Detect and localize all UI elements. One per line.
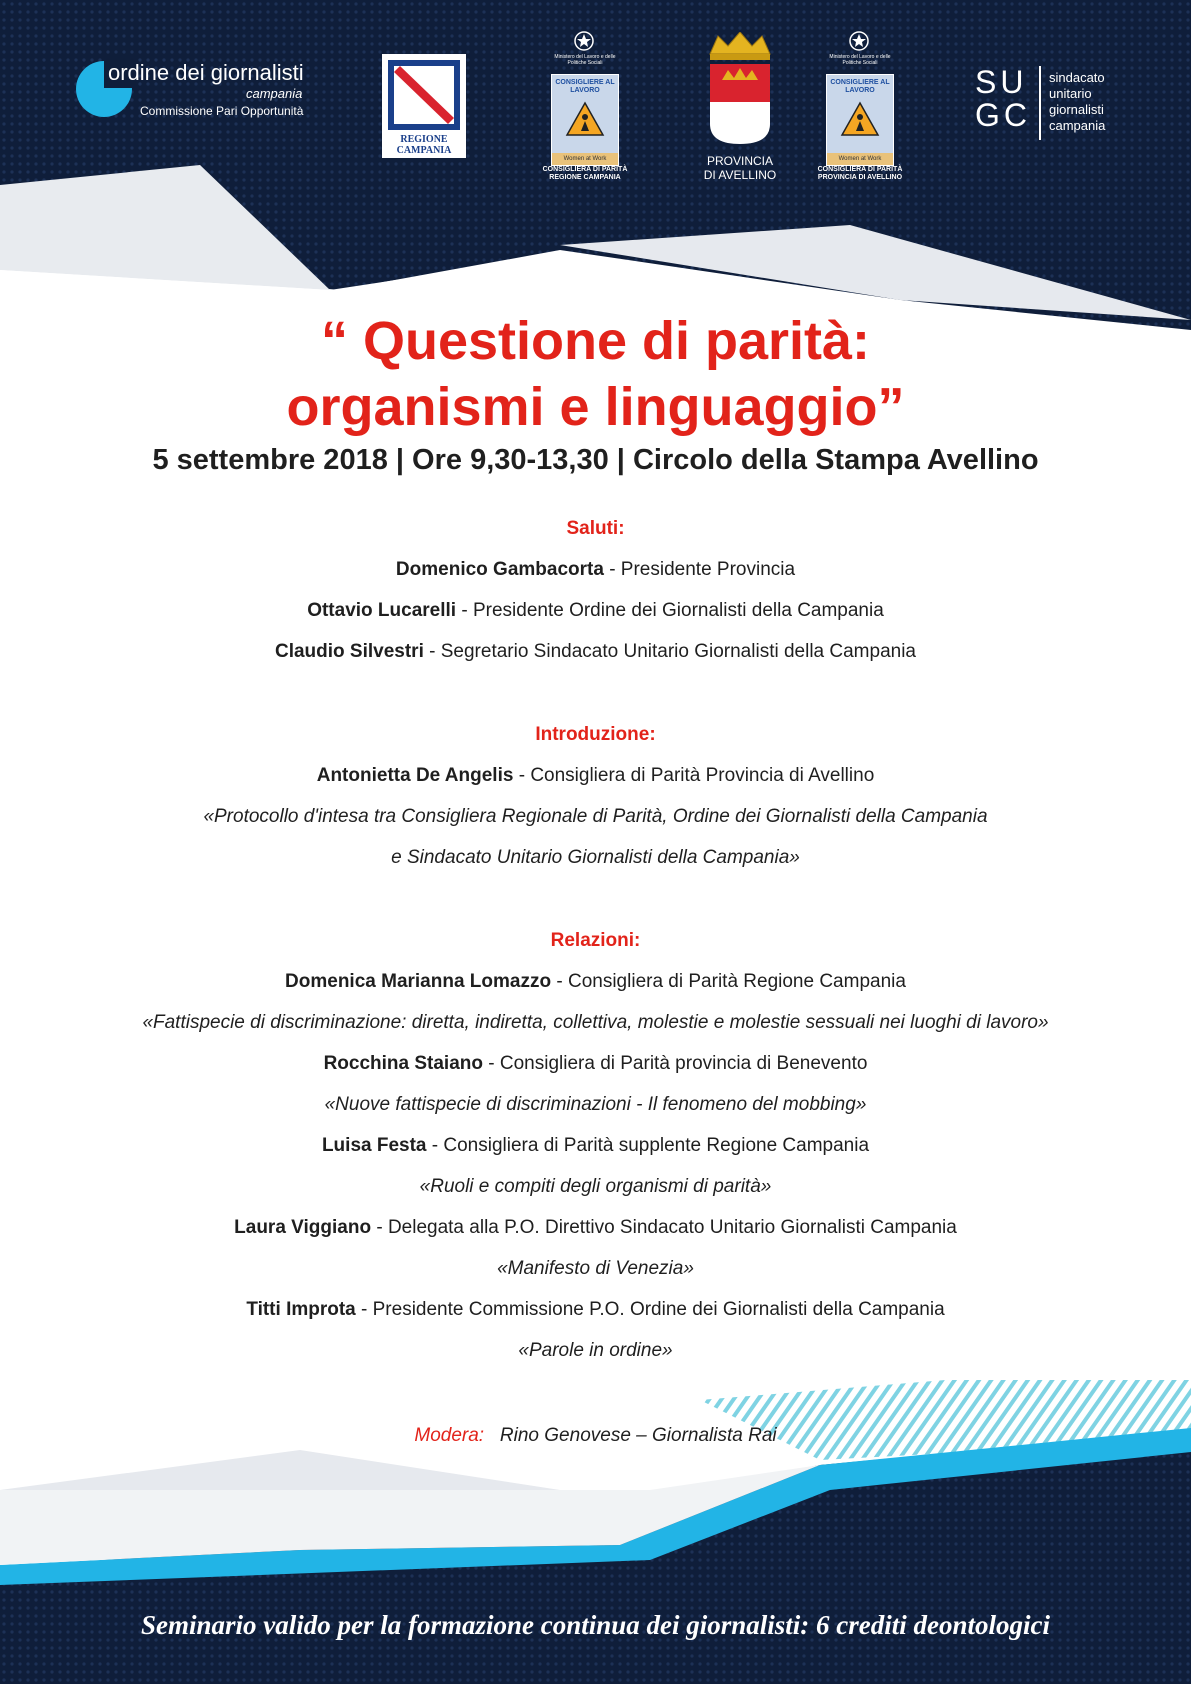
section-heading-introduzione: Introduzione: [535, 724, 656, 745]
ministry-label: Ministero del Lavoro e delle Politiche Sociali [554, 54, 616, 66]
consigliera-provinciale-logo [817, 30, 903, 181]
odg-commission: Commissione Pari Opportunità [140, 104, 304, 118]
relazione-item [0, 1299, 1191, 1321]
speaker-name: Claudio Silvestri [274, 641, 424, 662]
caption-line1: CONSIGLIERA DI PARITÀ [542, 166, 628, 173]
speaker-role: - Consigliera di Parità Provincia di Avellino [513, 765, 875, 786]
ministry-label: Ministero del Lavoro e delle Politiche Sociali [829, 54, 891, 66]
event-title-line2: organismi e linguaggio” [286, 377, 905, 437]
moderator-text: Rino Genovese – Giornalista Rai [499, 1425, 777, 1446]
footer-credits: Seminario valido per la formazione continua dei giornalisti: 6 crediti deontologici [140, 1610, 1051, 1640]
speaker-role: - Segretario Sindacato Unitario Giornalisti della Campania [423, 641, 916, 662]
moderator-label: Modera: [414, 1425, 485, 1446]
event-date-venue: 5 settembre 2018 | Ore 9,30-13,30 | Circolo della Stampa Avellino [152, 444, 1039, 476]
odg-logo [76, 58, 326, 128]
moderator-line [0, 1425, 1191, 1447]
warning-sign-icon [565, 101, 605, 137]
speaker-name: Titti Improta [246, 1299, 356, 1320]
odg-subtitle: campania [246, 86, 303, 101]
relazione-item [0, 1135, 1191, 1157]
regione-campania-logo [382, 54, 466, 158]
relazione-topic: «Nuove fattispecie di discriminazioni - Il fenomeno del mobbing» [324, 1094, 867, 1115]
relazione-item [0, 1053, 1191, 1075]
saluti-item [0, 559, 1191, 581]
speaker-role: - Consigliera di Parità Regione Campania [551, 971, 906, 992]
event-title-line1: “ Questione di parità: [320, 311, 871, 371]
caption-line2: REGIONE CAMPANIA [549, 174, 621, 181]
consigliera-regionale-logo [542, 30, 628, 181]
relazione-item [0, 1217, 1191, 1239]
sugc-line2: unitario [1049, 86, 1092, 101]
caption-line1: CONSIGLIERA DI PARITÀ [817, 166, 903, 173]
sugc-line1: sindacato [1049, 70, 1105, 85]
warning-sign-icon [840, 101, 880, 137]
speaker-name: Antonietta De Angelis [316, 765, 514, 786]
speaker-role: - Consigliera di Parità supplente Regione Campania [426, 1135, 870, 1156]
italian-emblem-icon [848, 30, 870, 52]
section-heading-saluti: Saluti: [566, 518, 625, 539]
introduzione-topic-line2: e Sindacato Unitario Giornalisti della Campania» [391, 847, 800, 868]
sugc-line4: campania [1049, 118, 1106, 133]
provincia-crest-icon [700, 32, 780, 152]
consigliera-regionale-caption [539, 166, 631, 182]
sugc-line3: giornalisti [1049, 102, 1104, 117]
saluti-item [0, 641, 1191, 663]
speaker-name: Ottavio Lucarelli [307, 600, 457, 621]
introduzione-topic-line1: «Protocollo d'intesa tra Consigliera Regionale di Parità, Ordine dei Giornalisti della Campania [203, 806, 988, 827]
odg-title: ordine dei giornalisti [108, 60, 304, 85]
sugc-logo [975, 66, 1135, 146]
consigliere-box-text: CONSIGLIERE AL LAVORO [555, 79, 615, 94]
saluti-item [0, 600, 1191, 622]
relazione-topic: «Manifesto di Venezia» [497, 1258, 694, 1279]
provincia-line2: DI AVELLINO [703, 168, 777, 182]
relazione-item [0, 971, 1191, 993]
provincia-avellino-logo [700, 32, 780, 182]
provincia-caption [690, 154, 790, 182]
speaker-role: - Delegata alla P.O. Direttivo Sindacato Unitario Giornalisti Campania [371, 1217, 957, 1238]
provincia-line1: PROVINCIA [706, 154, 773, 168]
speaker-name: Luisa Festa [321, 1135, 427, 1156]
speaker-name: Laura Viggiano [234, 1217, 372, 1238]
introduzione-item [0, 765, 1191, 787]
relazione-topic: «Ruoli e compiti degli organismi di parità» [419, 1176, 772, 1197]
consigliere-box [551, 74, 619, 166]
regione-shield-icon [388, 60, 460, 130]
speaker-name: Domenica Marianna Lomazzo [285, 971, 552, 992]
speaker-role: - Presidente Provincia [603, 559, 796, 580]
speaker-role: - Presidente Ordine dei Giornalisti della Campania [456, 600, 884, 621]
speaker-name: Rocchina Staiano [323, 1053, 483, 1074]
speaker-name: Domenico Gambacorta [395, 559, 604, 580]
sugc-letters [975, 66, 1035, 132]
consigliere-box-footer: Women at Work [552, 153, 618, 165]
sugc-letters-bottom: GC [975, 97, 1031, 133]
consigliere-box [826, 74, 894, 166]
speaker-role: - Presidente Commissione P.O. Ordine dei Giornalisti della Campania [355, 1299, 945, 1320]
sugc-divider [1039, 66, 1041, 140]
italian-emblem-icon [573, 30, 595, 52]
relazione-topic: «Parole in ordine» [518, 1340, 673, 1361]
speaker-role: - Consigliera di Parità provincia di Benevento [482, 1053, 868, 1074]
relazione-topic: «Fattispecie di discriminazione: diretta, indiretta, collettiva, molestie e molestie sessuali nei luoghi di lavoro» [142, 1012, 1049, 1033]
section-heading-relazioni: Relazioni: [550, 930, 641, 951]
sugc-letters-top: SU [975, 64, 1028, 100]
consigliere-box-text: CONSIGLIERE AL LAVORO [830, 79, 890, 94]
sugc-text [1049, 70, 1105, 134]
regione-label: REGIONE CAMPANIA [396, 134, 452, 156]
consigliere-box-footer: Women at Work [827, 153, 893, 165]
caption-line2: PROVINCIA DI AVELLINO [817, 174, 903, 181]
consigliera-provinciale-caption [814, 166, 906, 182]
